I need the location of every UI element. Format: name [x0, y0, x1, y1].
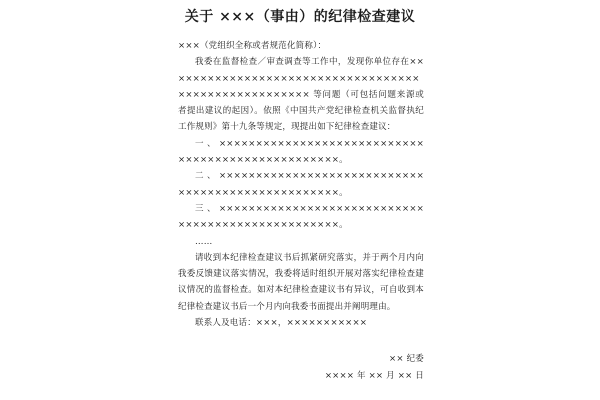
- ellipsis-line: ……: [195, 236, 213, 247]
- intro-paragraph: 我委在监督检查／审查调查等工作中，发现你单位存在××××××××××××××××××××××××××××××××××××××××××××××××××××× 等问题（可包括问题来源或者提出建议的起因）。依照《中国共产党纪律检查机关监督执纪工作规则》第十九条等规定，现提出如下纪律检查建议：: [178, 57, 424, 133]
- item-two: 二、××××××××××××××××××××××××××××××××××××××××××××××××××。: [178, 171, 424, 198]
- request-paragraph: 请收到本纪律检查建议书后抓紧研究落实，并于两个月内向我委反馈建议落实情况，我委将适时组织开展对落实纪律检查建议情况的监督检查。如对本纪律检查建议书有异议，可自收到本纪律检查建议书后一个月内向我委书面提出并阐明理由。: [178, 252, 424, 312]
- document-body: [178, 38, 424, 384]
- contact-line: 联系人及电话：×××，×××××××××××: [195, 318, 368, 329]
- document-title: 关于 ×××（事由）的纪律检查建议: [184, 9, 416, 25]
- signature: ×× 纪委: [389, 354, 424, 365]
- item-three: 三、××××××××××××××××××××××××××××××××××××××××××××××××××。: [178, 203, 424, 231]
- item-one: 一、××××××××××××××××××××××××××××××××××××××××××××××××××。: [178, 138, 424, 166]
- salutation: ×××（党组织全称或者规范化简称）：: [178, 41, 327, 51]
- document-date: ×××× 年 ×× 月 ×× 日: [324, 370, 424, 381]
